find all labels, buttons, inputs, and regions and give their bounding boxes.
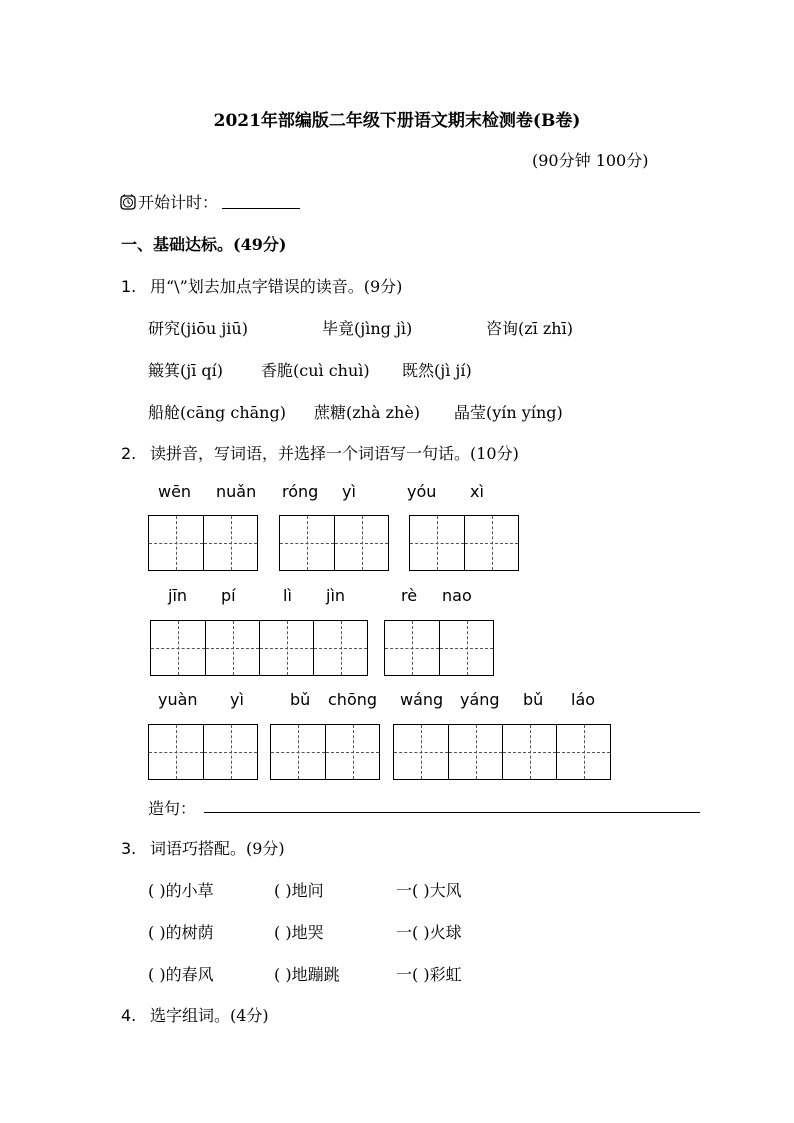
sentence-label: 造句： [148,799,197,818]
timer-blank[interactable] [222,194,300,209]
writing-cell[interactable] [325,725,379,779]
pinyin: chōng [328,690,378,709]
clock-icon [120,194,136,210]
question-2 [121,441,519,464]
writing-cell[interactable] [502,725,556,779]
pinyin: jìn [326,586,346,605]
writing-cell[interactable] [439,621,493,675]
writing-cell[interactable] [394,725,448,779]
exam-duration-score: (90分钟 100分) [532,151,649,170]
tianzige-answer-box[interactable] [270,724,380,780]
page-title: 2021年部编版二年级下册语文期末检测卷(B卷) [213,111,581,131]
writing-cell[interactable] [448,725,502,779]
writing-cell[interactable] [205,621,259,675]
question-4 [121,1003,269,1026]
writing-cell[interactable] [464,516,518,570]
pinyin: nao [442,586,472,605]
tianzige-answer-box[interactable] [148,724,258,780]
pinyin: bǔ [290,690,311,709]
q1-item: 晶莹(yín yíng) [454,403,563,422]
question-text: 读拼音，写词语，并选择一个词语写一句话。(10分) [150,444,519,463]
pinyin: yì [230,690,244,709]
q1-item: 簸箕(jī qí) [148,361,224,380]
q3-item: 一( )大风 [396,881,462,900]
writing-cell[interactable] [556,725,610,779]
pinyin: bǔ [523,690,544,709]
pinyin: yáng [460,690,500,709]
q1-item: 香脆(cuì chuì) [261,361,370,380]
sentence-answer-line[interactable] [204,812,700,813]
writing-cell[interactable] [151,621,205,675]
writing-cell[interactable] [259,621,313,675]
writing-cell[interactable] [410,516,464,570]
q3-item: ( )的小草 [148,881,214,900]
q3-item: ( )的树荫 [148,923,214,942]
q1-item: 既然(jì jí) [402,361,472,380]
question-number: 4. [121,1006,137,1025]
pinyin: yì [342,482,356,501]
writing-cell[interactable] [271,725,325,779]
question-text: 用“\”划去加点字错误的读音。(9分) [150,277,403,296]
writing-cell[interactable] [313,621,367,675]
question-1 [121,274,402,297]
q3-item: 一( )火球 [396,923,462,942]
writing-cell[interactable] [203,725,257,779]
question-number: 1. [121,277,137,296]
q3-item: ( )地哭 [274,923,324,942]
tianzige-answer-box[interactable] [393,724,611,780]
pinyin: róng [282,482,319,501]
pinyin: yuàn [158,690,198,709]
pinyin: nuǎn [216,482,257,501]
q3-item: ( )地蹦跳 [274,965,340,984]
pinyin: xì [470,482,484,501]
question-text: 词语巧搭配。(9分) [150,839,285,858]
tianzige-answer-box[interactable] [148,515,258,571]
writing-cell[interactable] [149,516,203,570]
pinyin: rè [401,586,418,605]
tianzige-answer-box[interactable] [384,620,494,676]
q1-item: 毕竟(jìng jì) [322,319,413,338]
q1-item: 船舱(cāng chāng) [148,403,286,422]
pinyin: láo [571,690,596,709]
section-basic-title: 一、基础达标。(49分) [121,235,287,254]
q3-item: 一( )彩虹 [396,965,462,984]
writing-cell[interactable] [280,516,334,570]
pinyin: jīn [168,586,188,605]
tianzige-answer-box[interactable] [279,515,389,571]
writing-cell[interactable] [385,621,439,675]
pinyin: wáng [400,690,444,709]
pinyin: lì [283,586,292,605]
q3-item: ( )地问 [274,881,324,900]
q1-item: 蔗糖(zhà zhè) [314,403,421,422]
q1-item: 咨询(zī zhī) [486,319,573,338]
question-text: 选字组词。(4分) [150,1006,269,1025]
question-number: 3. [121,839,137,858]
q3-item: ( )的春风 [148,965,214,984]
start-timer [120,190,300,213]
writing-cell[interactable] [334,516,388,570]
question-number: 2. [121,444,137,463]
tianzige-answer-box[interactable] [150,620,368,676]
pinyin: pí [221,586,236,605]
timer-label: 开始计时： [138,193,219,212]
question-3 [121,836,285,859]
q1-item: 研究(jiōu jiū) [148,319,248,338]
pinyin: wēn [158,482,192,501]
tianzige-answer-box[interactable] [409,515,519,571]
pinyin: yóu [407,482,437,501]
writing-cell[interactable] [203,516,257,570]
writing-cell[interactable] [149,725,203,779]
